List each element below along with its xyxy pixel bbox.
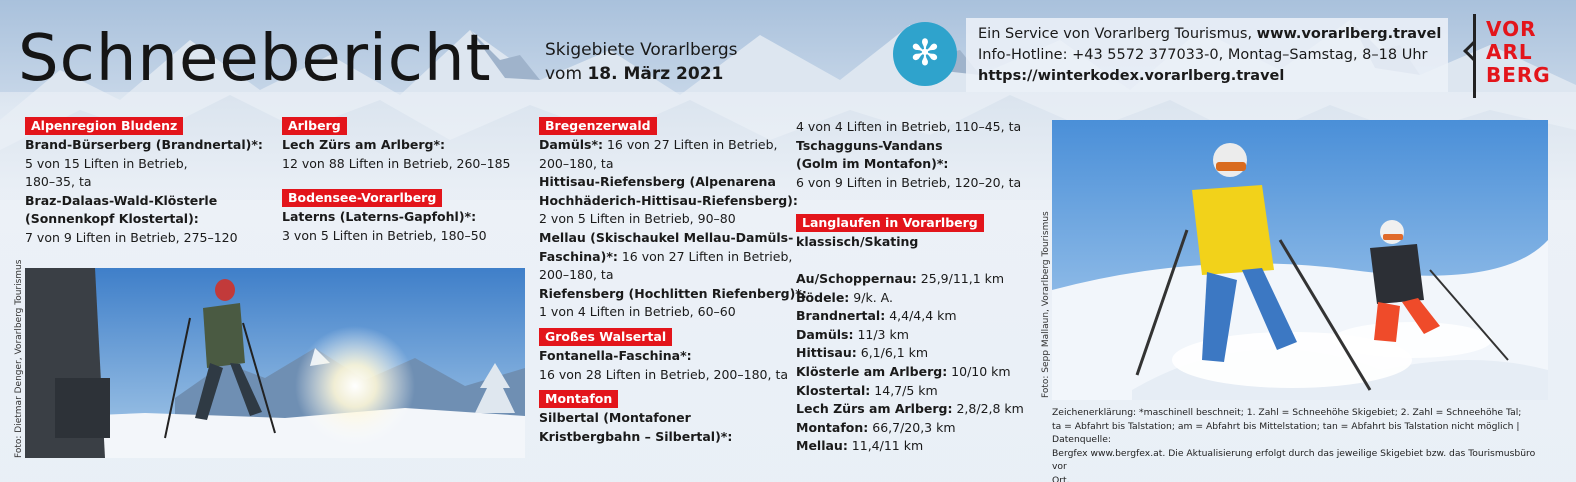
region-alpenregion-bludenz — [25, 117, 263, 248]
langlauf-subtitle: klassisch/Skating — [796, 234, 919, 250]
service-text: Ein Service von Vorarlberg Tourismus, — [978, 26, 1257, 42]
list-item — [796, 270, 1024, 289]
trail-value: 11,4/11 km — [847, 438, 924, 454]
resort-title: Damüls*: — [539, 137, 603, 152]
trail-value: 9/k. A. — [849, 289, 893, 305]
report-subtitle — [545, 38, 738, 86]
region-bregenzerwald-walsertal-montafon — [539, 117, 807, 446]
region-tag: Bregenzerwald — [539, 117, 657, 135]
skiers-illustration — [1052, 120, 1548, 400]
trail-name: Au/Schoppernau: — [796, 270, 917, 286]
resort-status: 7 von 9 Liften in Betrieb, 275–120 — [25, 229, 238, 245]
page-title: Schneebericht — [18, 22, 492, 96]
subtitle-prefix: vom — [545, 64, 583, 84]
photo-credit-right: Foto: Sepp Mallaun, Vorarlberg Tourismus — [1041, 211, 1051, 398]
service-line-1 — [978, 24, 1441, 45]
list-item — [796, 363, 1024, 382]
legend-note — [1052, 406, 1552, 482]
resort-title: Silbertal (Montafoner — [539, 410, 691, 426]
trail-name: Brandnertal: — [796, 308, 886, 324]
trail-name: Mellau: — [796, 438, 848, 454]
region-montafon-langlauf — [796, 118, 1024, 456]
resort-title: Mellau (Skischaukel Mellau-Damüls- — [539, 229, 794, 245]
trail-value: 14,7/5 km — [870, 382, 938, 398]
resort-status: 200–180, ta — [539, 267, 614, 283]
skiers-photo — [1052, 120, 1548, 400]
resort-status: 12 von 88 Liften in Betrieb, 260–185 — [282, 155, 511, 171]
snowshoe-illustration — [25, 268, 525, 458]
trail-value: 25,9/11,1 km — [916, 270, 1005, 286]
list-item — [796, 344, 1024, 363]
region-tag: Langlaufen in Vorarlberg — [796, 214, 984, 232]
list-item — [796, 289, 1024, 308]
resort-title: Hittisau-Riefensberg (Alpenarena — [539, 174, 776, 190]
resort-status: 6 von 9 Liften in Betrieb, 120–20, ta — [796, 174, 1022, 190]
trail-value: 4,4/4,4 km — [885, 308, 957, 324]
vorarlberg-logo — [1486, 18, 1551, 87]
resort-status: 3 von 5 Liften in Betrieb, 180–50 — [282, 227, 487, 243]
list-item — [796, 382, 1024, 401]
list-item — [796, 400, 1024, 419]
resort-title: Laterns (Laterns-Gapfohl)*: — [282, 209, 477, 225]
trail-value: 2,8/2,8 km — [952, 401, 1024, 417]
trail-name: Klostertal: — [796, 382, 871, 398]
resort-title: Braz-Dalaas-Wald-Klösterle — [25, 192, 218, 208]
snowshoe-photo — [25, 268, 525, 458]
winterkodex-badge — [893, 22, 957, 86]
trail-name: Montafon: — [796, 419, 869, 435]
trail-value: 11/3 km — [853, 326, 909, 342]
legend-line: Bergfex www.bergfex.at. Die Aktualisierung erfolgt durch das jeweilige Skigebiet bzw. das Tourismusbüro vor — [1052, 447, 1536, 472]
resort-status: 16 von 27 Liften in Betrieb, — [603, 137, 778, 152]
trail-name: Bödele: — [796, 289, 850, 305]
subtitle-date-line — [545, 62, 738, 86]
resort-title: Faschina)*: — [539, 248, 618, 264]
trail-value: 6,1/6,1 km — [856, 345, 929, 361]
service-url-link[interactable]: www.vorarlberg.travel — [1256, 26, 1442, 42]
subtitle-region: Skigebiete Vorarlbergs — [545, 40, 738, 60]
resort-title: Fontanella-Faschina*: — [539, 347, 692, 363]
resort-title: Hochhäderich-Hittisau-Riefensberg): — [539, 192, 798, 208]
resort-title: Brand-Bürserberg (Brandnertal)*: — [25, 137, 263, 152]
resort-title: (Golm im Montafon)*: — [796, 156, 949, 172]
langlauf-list — [796, 270, 1024, 456]
list-item — [796, 419, 1024, 438]
legend-line: ta = Abfahrt bis Talstation; am = Abfahrt bis Mittelstation; tan = Abfahrt bis Talstation nicht möglich | Datenquelle: — [1052, 420, 1520, 445]
trail-value: 66,7/20,3 km — [868, 419, 956, 435]
resort-status: 180–35, ta — [25, 174, 92, 190]
trail-name: Hittisau: — [796, 345, 857, 361]
region-tag: Alpenregion Bludenz — [25, 117, 183, 135]
report-date: 18. März 2021 — [587, 64, 724, 84]
list-item — [796, 326, 1024, 345]
list-item — [796, 437, 1024, 456]
trail-name: Klösterle am Arlberg: — [796, 363, 948, 379]
region-tag: Montafon — [539, 390, 618, 408]
service-hotline: Info-Hotline: +43 5572 377033-0, Montag–Samstag, 8–18 Uhr — [978, 47, 1428, 63]
resort-title: Kristbergbahn – Silbertal)*: — [539, 428, 733, 444]
region-tag: Arlberg — [282, 117, 347, 135]
resort-title: Riefensberg (Hochlitten Riefenberg)*: — [539, 285, 807, 301]
resort-title: Tschagguns-Vandans — [796, 137, 943, 153]
resort-status: 5 von 15 Liften in Betrieb, — [25, 155, 188, 171]
winterkodex-url-link[interactable]: https://winterkodex.vorarlberg.travel — [978, 68, 1285, 84]
resort-status: 2 von 5 Liften in Betrieb, 90–80 — [539, 211, 736, 227]
resort-status: 16 von 27 Liften in Betrieb, — [617, 248, 793, 264]
trail-value: 10/10 km — [947, 363, 1011, 379]
resort-status: 4 von 4 Liften in Betrieb, 110–45, ta — [796, 119, 1022, 134]
legend-line: Ort. — [1052, 474, 1070, 482]
resort-title: Lech Zürs am Arlberg*: — [282, 137, 446, 152]
region-tag: Großes Walsertal — [539, 328, 672, 346]
service-info — [978, 24, 1441, 87]
logo-line-3: BERG — [1486, 63, 1551, 87]
region-tag: Bodensee-Vorarlberg — [282, 189, 442, 207]
logo-line-1: VOR — [1486, 17, 1537, 41]
trail-name: Lech Zürs am Arlberg: — [796, 401, 953, 417]
logo-line-2: ARL — [1486, 40, 1533, 64]
trail-name: Damüls: — [796, 326, 854, 342]
winterkodex-snowflake-icon: ✻ — [909, 33, 941, 74]
photo-credit-left: Foto: Dietmar Denger, Vorarlberg Tourismus — [14, 259, 24, 458]
resort-status: 16 von 28 Liften in Betrieb, 200–180, ta — [539, 366, 788, 382]
region-arlberg-bodensee — [282, 117, 511, 245]
resort-status: 1 von 4 Liften in Betrieb, 60–60 — [539, 304, 736, 320]
resort-title: (Sonnenkopf Klostertal): — [25, 211, 199, 227]
list-item — [796, 307, 1024, 326]
resort-status: 200–180, ta — [539, 155, 614, 171]
legend-line: Zeichenerklärung: *maschinell beschneit; 1. Zahl = Schneehöhe Skigebiet; 2. Zahl = Schneehöhe Tal; — [1052, 407, 1522, 418]
